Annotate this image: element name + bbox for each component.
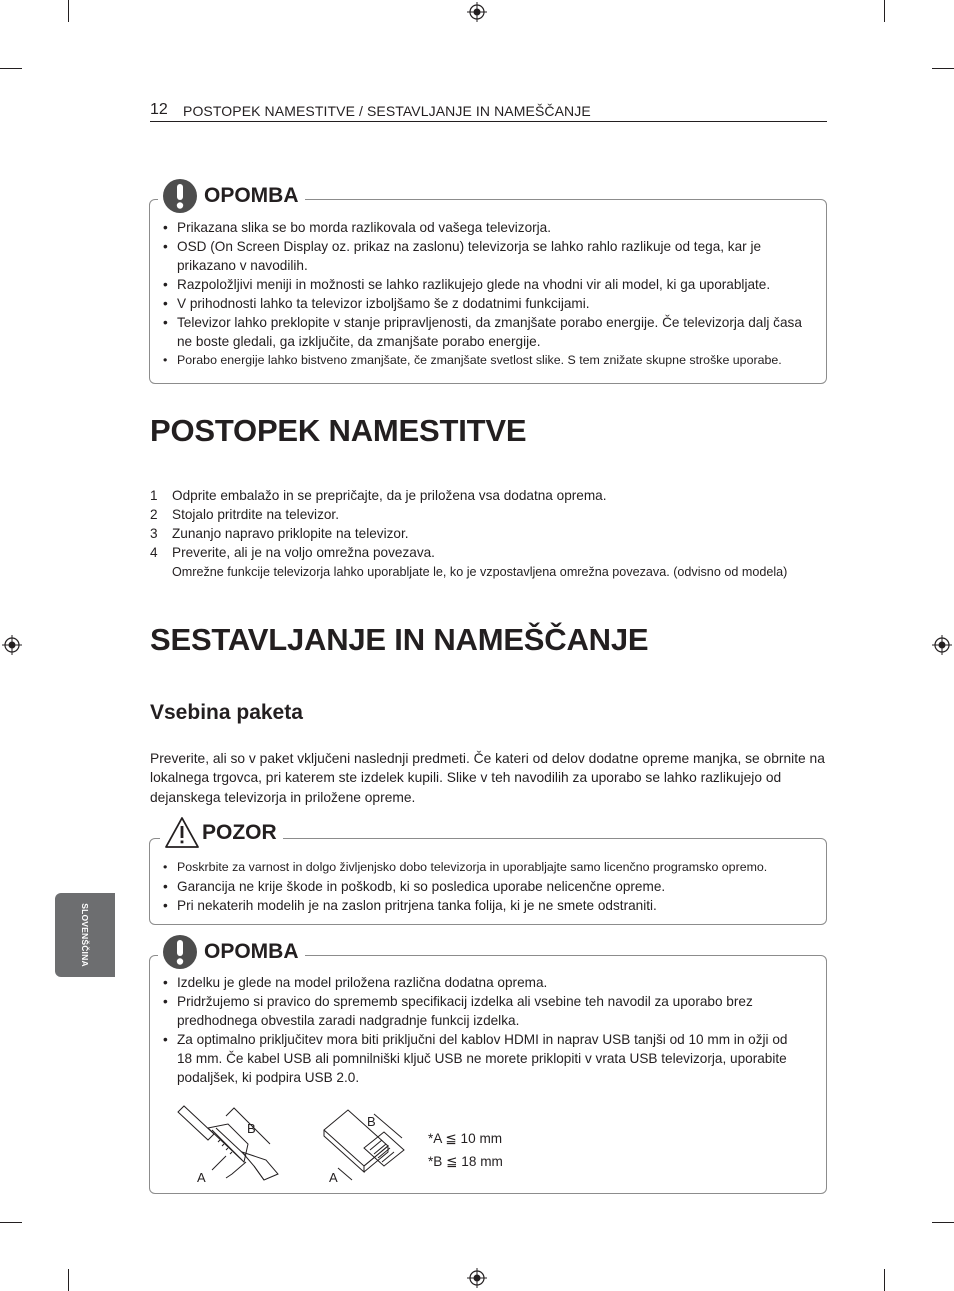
step-text: Zunanjo napravo priklopite na televizor. (172, 526, 409, 541)
crop-mark (68, 1269, 69, 1291)
list-item: • Poskrbite za varnost in dolgo življenjsko dobo televizorja in uporabljajte samo licenčno programsko opremo. (163, 858, 818, 877)
list-item: • Razpoložljivi meniji in možnosti se lahko razlikujejo glede na vhodni vir ali model, ki ga uporabljate. (163, 275, 813, 294)
note-list (163, 973, 803, 1087)
step-text: Preverite, ali je na voljo omrežna povezava. (172, 545, 435, 560)
step-item (150, 543, 787, 562)
crop-mark (68, 0, 69, 22)
list-item: • Za optimalno priključitev mora biti priključni del kablov HDMI in naprav USB tanjši od 10 mm in ožji od 18 mm. Če kabel USB ali pomnilniški ključ USB ne morete priklopiti v vrata USB televizorja, uporabite podaljšek, ki podpira USB 2.0. (163, 1030, 803, 1087)
warning-triangle-icon (164, 816, 200, 850)
note-label (158, 932, 305, 972)
step-number: 3 (150, 526, 158, 541)
list-item: • Porabo energije lahko bistveno zmanjšate, če zmanjšate svetlost slike. S tem znižate skupne stroške uporabe. (163, 351, 813, 370)
page-title: POSTOPEK NAMESTITVE (150, 413, 527, 448)
list-item: • OSD (On Screen Display oz. prikaz na zaslonu) televizorja se lahko rahlo razlikuje od tega, kar je prikazano v navodilih. (163, 237, 813, 275)
step-item (150, 486, 787, 505)
list-item: • Pridržujemo si pravico do sprememb specifikacij izdelka ali vsebine teh navodil za uporabo brez predhodnega obvestila zaradi nadgradnje funkcij izdelka. (163, 992, 803, 1030)
list-item: • Prikazana slika se bo morda razlikovala od vašega televizorja. (163, 218, 813, 237)
running-header: POSTOPEK NAMESTITVE / SESTAVLJANJE IN NAMEŠČANJE (183, 103, 591, 119)
exclamation-circle-icon (162, 934, 198, 970)
exclamation-circle-icon (162, 178, 198, 214)
header-rule (150, 121, 827, 122)
dimension-label-b: B (247, 1121, 256, 1136)
step-text: Stojalo pritrdite na televizor. (172, 507, 339, 522)
step-note (150, 562, 787, 582)
caution-list (163, 858, 818, 915)
note-title: OPOMBA (204, 184, 299, 207)
dimension-label-a: A (329, 1170, 338, 1185)
caution-label (160, 815, 283, 851)
registration-mark-icon (2, 635, 22, 655)
dimension-label-a: A (197, 1170, 206, 1185)
subsection-title: Vsebina paketa (150, 701, 303, 724)
crop-mark (884, 0, 885, 22)
page-number: 12 (150, 101, 168, 118)
step-number: 4 (150, 545, 158, 560)
note-list (163, 218, 813, 370)
language-tab (55, 893, 115, 977)
step-note-text: Omrežne funkcije televizorja lahko uporabljate le, ko je vzpostavljena omrežna povezava. (odvisno od modela) (172, 565, 788, 579)
note-title: OPOMBA (204, 940, 299, 963)
list-item: • Televizor lahko preklopite v stanje pripravljenosti, da zmanjšate porabo energije. Če televizorja dalj časa ne boste gledali, ga izključite, da zmanjšate porabo energije. (163, 313, 813, 351)
list-item: • Garancija ne krije škode in poškodb, ki so posledica uporabe nelicenčne opreme. (163, 877, 818, 896)
registration-mark-icon (467, 1268, 487, 1288)
install-steps (150, 486, 787, 582)
step-item (150, 524, 787, 543)
caution-title: POZOR (202, 821, 277, 844)
step-number: 2 (150, 507, 158, 522)
hdmi-plug-diagram (170, 1104, 290, 1188)
registration-mark-icon (467, 2, 487, 22)
dimension-spec-a: *A ≦ 10 mm (428, 1131, 503, 1146)
section-title: SESTAVLJANJE IN NAMEŠČANJE (150, 622, 649, 657)
crop-mark (932, 68, 954, 69)
crop-mark (932, 1222, 954, 1223)
crop-mark (884, 1269, 885, 1291)
intro-paragraph: Preverite, ali so v paket vključeni naslednji predmeti. Če kateri od delov dodatne opreme manjka, se obrnite na lokalnega trgovca, pri katerem ste izdelek kupili. Slike v teh navodilih za uporabo se lahko razlikujejo od dejanskega televizorja in priložene opreme. (150, 751, 825, 805)
crop-mark (0, 68, 22, 69)
list-item: • V prihodnosti lahko ta televizor izboljšamo še z dodatnimi funkcijami. (163, 294, 813, 313)
step-number: 1 (150, 488, 158, 503)
registration-mark-icon (932, 635, 952, 655)
list-item: • Izdelku je glede na model priložena različna dodatna oprema. (163, 973, 803, 992)
crop-mark (0, 1222, 22, 1223)
step-item (150, 505, 787, 524)
dimension-label-b: B (367, 1114, 376, 1129)
language-tab-label: SLOVENŠČINA (80, 903, 90, 967)
dimension-spec-b: *B ≦ 18 mm (428, 1154, 503, 1169)
step-text: Odprite embalažo in se prepričajte, da je priložena vsa dodatna oprema. (172, 488, 607, 503)
list-item: • Pri nekaterih modelih je na zaslon pritrjena tanka folija, ki je ne smete odstraniti. (163, 896, 818, 915)
note-label (158, 176, 305, 216)
